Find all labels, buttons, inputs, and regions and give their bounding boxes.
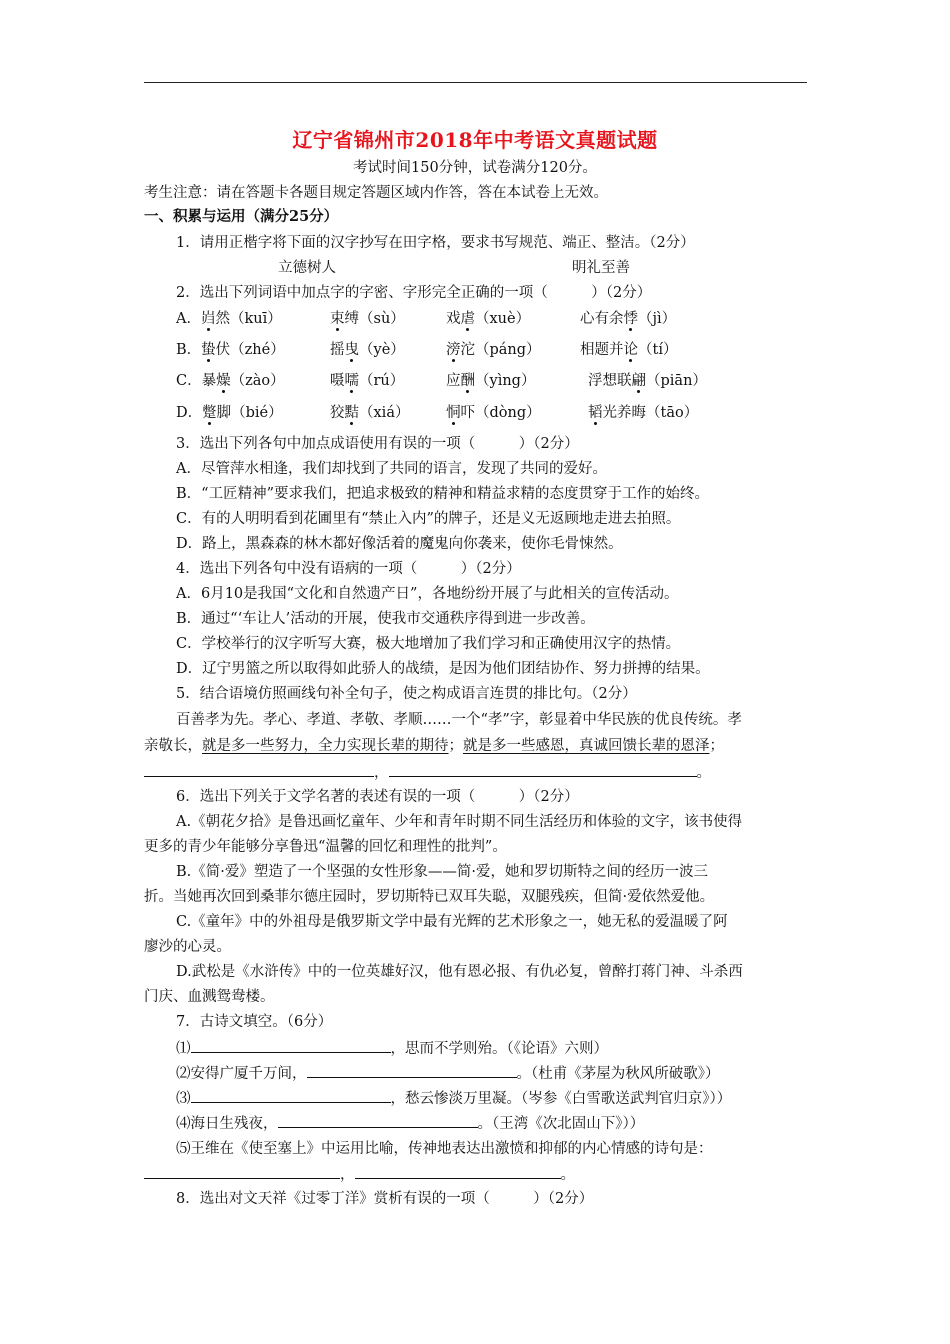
emphasis-dot-char: 曳 xyxy=(344,342,359,358)
q7-blank-5b[interactable] xyxy=(355,1164,561,1179)
q5-paragraph-line1: 百善孝为先。孝心、孝道、孝敬、孝顺……一个“孝”字，彰显着中华民族的优良传统。孝 xyxy=(176,712,742,728)
q2-option-item: 韬光养晦（tāo） xyxy=(588,405,699,421)
q4-option-b: B．通过“‘车让人’活动的开展，使我市交通秩序得到进一步改善。 xyxy=(176,611,595,627)
q7-item-2: ⑵安得广厦千万间， 。（杜甫《茅屋为秋风所破歌》） xyxy=(176,1063,720,1084)
emphasis-dot-char: 岿 xyxy=(200,311,216,327)
q7-item-4: ⑷海日生残夜， 。（王湾《次北固山下》）） xyxy=(176,1113,644,1134)
q5-paragraph-line2: 亲敬长，就是多一些努力，全力实现长辈的期待；就是多一些感恩，真诚回馈长辈的恩泽； xyxy=(144,738,724,754)
q5-model-sentence-2: 就是多一些感恩，真诚回馈长辈的恩泽 xyxy=(463,738,710,754)
q3-option-d: D．路上，黑森森的林木都好像活着的魔鬼向你袭来，使你毛骨悚然。 xyxy=(176,536,623,552)
q6-option-c-line1: C.《童年》中的外祖母是俄罗斯文学中最有光辉的艺术形象之一，她无私的爱温暖了阿 xyxy=(176,914,728,930)
q2-option-item: 相题并论（tí） xyxy=(580,342,678,358)
q7-blank-2[interactable] xyxy=(307,1063,517,1078)
q7-blank-1[interactable] xyxy=(191,1038,391,1053)
q1-word-a: 立德树人 xyxy=(278,260,336,276)
q3-option-c: C．有的人明明看到花圃里有“禁止入内”的牌子，还是义无返顾地走进去拍照。 xyxy=(176,511,681,527)
q2-stem: 2．选出下列词语中加点字的字密、字形完全正确的一项（ ）（2分） xyxy=(176,285,652,301)
q5-stem: 5．结合语境仿照画线句补全句子，使之构成语言连贯的排比句。（2分） xyxy=(176,686,637,702)
q6-option-d-line2: 门庆、血溅鸳鸯楼。 xyxy=(144,989,275,1005)
q7-blank-4[interactable] xyxy=(278,1113,478,1128)
q5-blank-1[interactable] xyxy=(144,762,374,777)
q3-stem: 3．选出下列各句中加点成语使用有误的一项（ ）（2分） xyxy=(176,436,579,452)
q7-item-1: ⑴ ，思而不学则殆。（《论语》六则） xyxy=(176,1038,608,1059)
emphasis-dot-char: 韬 xyxy=(588,405,603,421)
emphasis-dot-char: 蛰 xyxy=(201,342,216,358)
q2-option-item: A．岿然（kuī） xyxy=(176,311,282,327)
q7-stem: 7．古诗文填空。（6分） xyxy=(176,1014,333,1030)
emphasis-dot-char: 恫 xyxy=(446,405,461,421)
emphasis-dot-char: 燥 xyxy=(216,373,231,389)
q2-option-item: 狡黠（xiá） xyxy=(330,405,410,421)
q2-option-item: 心有余悸（jì） xyxy=(580,311,677,327)
q2-option-item: C．暴燥（zào） xyxy=(176,373,285,389)
q7-item-5-answer: ， 。 xyxy=(144,1164,575,1185)
q7-item-3: ⑶ ，愁云惨淡万里凝。（岑参《白雪歌送武判官归京》）） xyxy=(176,1088,731,1109)
q1-stem: 1．请用正楷字将下面的汉字抄写在田字格，要求书写规范、端正、整洁。（2分） xyxy=(176,235,695,251)
q6-option-b-line1: B.《简·爱》塑造了一个坚强的女性形象——简·爱，她和罗切斯特之间的经历一波三 xyxy=(176,864,708,880)
q7-blank-5a[interactable] xyxy=(144,1164,340,1179)
q7-item-5: ⑸王维在《使至塞上》中运用比喻，传神地表达出激愤和抑郁的内心情感的诗句是： xyxy=(176,1141,713,1157)
q3-option-a: A．尽管萍水相逢，我们却找到了共同的语言，发现了共同的爱好。 xyxy=(176,461,607,477)
emphasis-dot-char: 翩 xyxy=(631,373,646,389)
q5-answer-line: ， 。 xyxy=(144,762,711,783)
q6-stem: 6．选出下列关于文学名著的表述有误的一项（ ）（2分） xyxy=(176,789,579,805)
q1-word-b: 明礼至善 xyxy=(572,260,630,276)
header-rule xyxy=(144,82,807,83)
q6-option-a-line1: A.《朝花夕拾》是鲁迅画忆童年、少年和青年时期不同生活经历和体验的文字，该书使得 xyxy=(176,814,743,830)
emphasis-dot-char: 黠 xyxy=(344,405,359,421)
q6-option-c-line2: 廖沙的心灵。 xyxy=(144,939,231,955)
q2-option-item: 摇曳（yè） xyxy=(330,342,405,358)
emphasis-dot-char: 滂 xyxy=(446,342,461,358)
q2-option-item: D．蹩脚（bié） xyxy=(176,405,283,421)
q4-option-c: C．学校举行的汉字听写大赛，极大地增加了我们学习和正确使用汉字的热情。 xyxy=(176,636,681,652)
emphasis-dot-char: 束 xyxy=(330,311,345,327)
emphasis-dot-char: 酬 xyxy=(460,373,475,389)
q5-blank-2[interactable] xyxy=(389,762,697,777)
q7-blank-3[interactable] xyxy=(191,1088,391,1103)
q4-option-d: D．辽宁男篮之所以取得如此骄人的战绩，是因为他们团结协作、努力拼搏的结果。 xyxy=(176,661,710,677)
q2-option-item: 戏虐（xuè） xyxy=(446,311,531,327)
page-title: 辽宁省锦州市2018年中考语文真题试题 xyxy=(292,128,658,152)
q6-option-b-line2: 折。当她再次回到桑菲尔德庄园时，罗切斯特已双耳失聪，双腿残疾，但简·爱依然爱他。 xyxy=(144,889,715,905)
section-heading: 一、积累与运用（满分25分） xyxy=(144,208,339,225)
q3-option-b: B．“工匠精神”要求我们，把追求极致的精神和精益求精的态度贯穿于工作的始终。 xyxy=(176,486,709,502)
emphasis-dot-char: 嚅 xyxy=(344,373,359,389)
q2-option-item: 嗫嚅（rú） xyxy=(330,373,405,389)
q4-stem: 4．选出下列各句中没有语病的一项（ ）（2分） xyxy=(176,561,521,577)
q6-option-a-line2: 更多的青少年能够分享鲁迅“温馨的回忆和理性的批判”。 xyxy=(144,839,507,855)
q8-stem: 8．选出对文天祥《过零丁洋》赏析有误的一项（ ）（2分） xyxy=(176,1191,594,1207)
emphasis-dot-char: 蹩 xyxy=(202,405,217,421)
q2-option-item: 滂沱（páng） xyxy=(446,342,541,358)
emphasis-dot-char: 悸 xyxy=(623,311,638,327)
q4-option-a: A．6月10是我国“文化和自然遗产日”，各地纷纷开展了与此相关的宣传活动。 xyxy=(176,586,679,602)
q2-option-item: 应酬（yìng） xyxy=(446,373,536,389)
emphasis-dot-char: 虐 xyxy=(460,311,475,327)
exam-notice: 考生注意：请在答题卡各题目规定答题区域内作答，答在本试卷上无效。 xyxy=(144,185,608,201)
exam-info: 考试时间150分钟，试卷满分120分。 xyxy=(353,160,597,176)
emphasis-dot-char: 论 xyxy=(623,342,638,358)
q2-option-item: 恫吓（dòng） xyxy=(446,405,541,421)
q6-option-d-line1: D.武松是《水浒传》中的一位英雄好汉，他有恩必报、有仇必复，曾醉打蒋门神、斗杀西 xyxy=(176,964,743,980)
q5-model-sentence-1: 就是多一些努力，全力实现长辈的期待 xyxy=(202,738,449,754)
q2-option-item: 浮想联翩（piān） xyxy=(588,373,707,389)
q2-option-item: B．蛰伏（zhé） xyxy=(176,342,285,358)
q2-option-item: 束缚（sù） xyxy=(330,311,405,327)
